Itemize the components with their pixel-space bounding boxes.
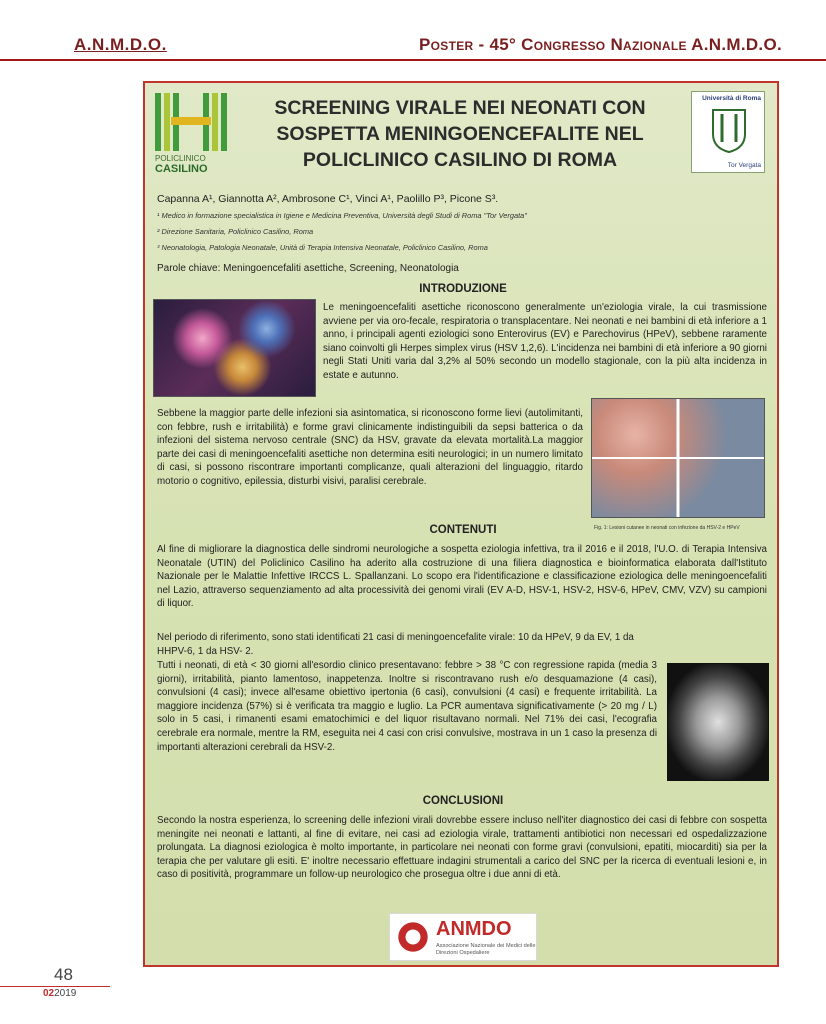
contenuti-paragraph-3: Tutti i neonati, di età < 30 giorni all'esordio clinico presentavano: febbre > 38 °C con regressione rapida (media 3 giorni), irritabilità, pianto lamentoso, inappetenza. Inoltre si riscontravano rush e/o desquamazione (4 casi), convulsioni (4 casi); invece all'esame obiettivo ipertonia (6 casi), convulsioni (4 casi) e frequente irritabilità. La maggiore incidenza (57%) si è verificata tra maggio e luglio. La PCR aumentava significativamente (> 20 mg / L) solo in 5 casi, i rimanenti esami ematochimici e del liquor risultavano normali. Nel 71% dei casi, l'ecografia cerebrale era normale, mentre la RM, eseguita nei 4 casi con crisi convulsive, mostrava in un 1 caso la presenza di importanti alterazioni cerebrali da HSV-2.: [157, 660, 657, 753]
issue-label: [43, 988, 76, 999]
anmdo-mark-icon: [396, 920, 430, 954]
affiliation-3: ³ Neonatologia, Patologia Neonatale, Unità di Terapia Intensiva Neonatale, Policlinico Casilino, Roma: [157, 243, 488, 252]
contenuti-paragraph-2: Nel periodo di riferimento, sono stati identificati 21 casi di meningoencefalite virale: 10 da HPeV, 9 da EV, 1 da HHPV-6, 1 da HSV- 2.: [157, 632, 634, 657]
figure-caption: Fig. 1: Lesioni cutanee in neonati con infezione da HSV-2 e HPeV: [594, 525, 740, 531]
poster-title: SCREENING VIRALE NEI NEONATI CON SOSPETTA MENINGOENCEFALITE NEL POLICLINICO CASILINO DI ROMA: [274, 97, 646, 171]
issue-number: 02: [43, 988, 55, 999]
intro-paragraph-2: Sebbene la maggior parte delle infezioni sia asintomatica, si riconoscono forme lievi (autolimitanti, con febbre, rush e irritabilità) e forme gravi clinicamente indistinguibili da sepsi batterica o da infezioni del sistema nervoso centrale (SNC) da HSV, gravate da elevata mortalità.La maggior parte dei casi di meningoencefaliti asettiche non determina esiti neurologici; in un numero limitato di casi, si possono riscontrare importanti complicanze, quali alterazioni del linguaggio, ritardo motorio o cognitivo, epilessia, disturbi visivi, paralisi cerebrale.: [157, 408, 583, 487]
logo-right-line1: Università di Roma: [702, 95, 761, 102]
anmdo-logo-name: ANMDO: [436, 918, 512, 940]
shield-icon: [710, 108, 748, 154]
tor-vergata-logo: [691, 91, 765, 173]
anmdo-logo-subtitle: Associazione Nazionale dei Medici delle Direzioni Ospedaliere: [436, 943, 536, 956]
contenuti-paragraph-1: Al fine di migliorare la diagnostica delle sindromi neurologiche a sospetta eziologia infettiva, tra il 2016 e il 2018, l'U.O. di Terapia Intensiva Neonatale (UTIN) del Policlinico Casilino ha aderito alla costruzione di una filiera diagnostica e bioinformatica elaborata dall'Istituto Nazionale per le Malattie Infettive IRCCS L. Spallanzani. Lo scopo era l'identificazione e classificazione eziologica delle meningoencefaliti nel Lazio, attraverso sequenziamento ad alta processività dei genomi virali (EV A-D, HSV-1, HSV-2, HSV-6, HPeV, CMV, VZV) su campioni di liquor.: [157, 544, 767, 610]
brain-mri-image: [667, 663, 769, 781]
logo-left-line2: CASILINO: [155, 163, 208, 175]
section-title: Poster - 45° Congresso Nazionale A.N.M.D.O.: [419, 35, 782, 54]
logo-right-line2: Tor Vergata: [727, 162, 761, 169]
contenuti-heading: CONTENUTI: [429, 524, 497, 536]
keywords: Parole chiave: Meningoencefaliti asettiche, Screening, Neonatologia: [157, 263, 459, 274]
authors: Capanna A¹, Giannotta A², Ambrosone C¹, Vinci A¹, Paolillo P³, Picone S³.: [157, 193, 499, 205]
anmdo-logo: [389, 913, 537, 961]
poster: [143, 81, 779, 967]
conclusioni-heading: CONCLUSIONI: [422, 795, 504, 807]
policlinico-casilino-logo: [155, 93, 227, 183]
logo-left-line1: POLICLINICO: [155, 154, 206, 163]
conclusioni-paragraph: Secondo la nostra esperienza, lo screening delle infezioni virali dovrebbe essere incluso nell'iter diagnostico dei casi di febbre con sospetta meningite nei neonati e lattanti, al fine di evitare, nei casi ad eziologia virale, trattamenti antibiotici non necessari ed ospedalizzazione prolungata. La diagnosi eziologica è molto importante, in particolare nei neonati con forme gravi (convulsioni, epatiti, miocarditi) sia per la terapia che per valutare gli esiti. E' inoltre necessario effettuare indagini strumentali a carico del SNC per la ricerca di eventuali lesioni e, in caso di positività, programmare un follow-up neurologico che prosegua oltre i due anni di età.: [157, 815, 767, 881]
affiliation-2: ² Direzione Sanitaria, Policlinico Casilino, Roma: [157, 227, 314, 236]
intro-heading: INTRODUZIONE: [419, 283, 507, 295]
intro-paragraph-1: Le meningoencefaliti asettiche riconoscono generalmente un'eziologia virale, la cui trasmissione avviene per via oro-fecale, respiratoria o transplacentare. Nei neonati e nei bambini di età inferiore a 1 anno, i principali agenti eziologici sono Enterovirus (EV) e Parechovirus (HPeV), sebbene raramente siano coinvolti gli Herpes simplex virus (HSV 1,2,6). L'incidenza nei bambini di età inferiore a 90 giorni negli Stati Uniti varia dal 3,2% al 50% secondo un modello stagionale, con la più alta incidenza in estate e autunno.: [323, 302, 767, 381]
header-rule: [0, 59, 826, 61]
journal-name: A.N.M.D.O.: [74, 35, 167, 54]
virus-illustration: [153, 299, 316, 397]
issue-year: 2019: [54, 988, 77, 999]
footer-rule: [0, 986, 110, 987]
page-number: 48: [54, 965, 73, 984]
neonate-skin-lesions-photo: [591, 398, 765, 531]
affiliation-1: ¹ Medico in formazione specialistica in Igiene e Medicina Preventiva, Università degli Studi di Roma "Tor Vergata": [157, 211, 527, 220]
